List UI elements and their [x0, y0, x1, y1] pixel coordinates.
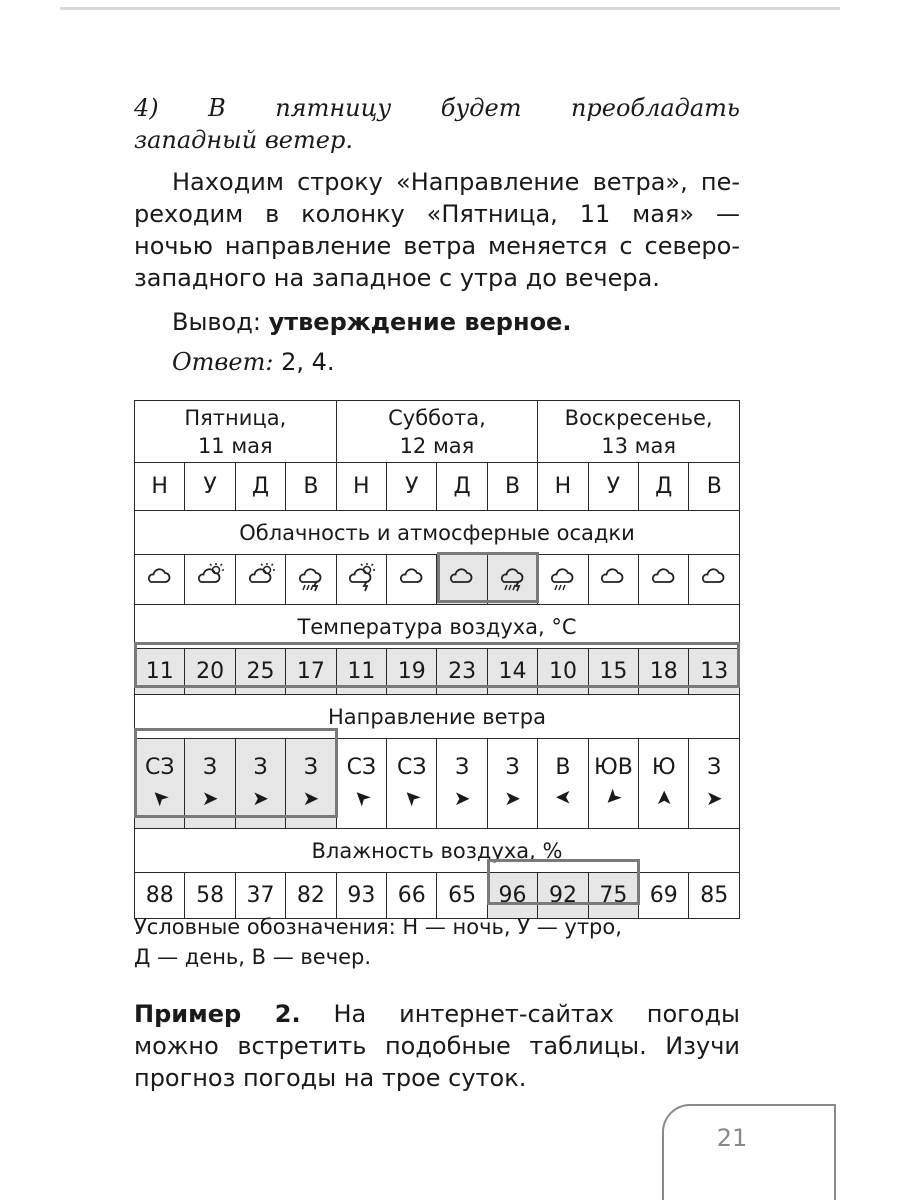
- temperature-cell: 13: [689, 649, 740, 695]
- day-part-cell: В: [286, 463, 336, 511]
- wind-direction-label: Ю: [651, 755, 676, 780]
- day-part-cell: Д: [235, 463, 285, 511]
- example-text: На интернет-сайтах погоды: [333, 1000, 740, 1028]
- wind-direction-label: З: [505, 755, 520, 780]
- wind-cell: [639, 739, 689, 829]
- point-4-line-1: 4) В пятницу будет преобладать: [134, 94, 740, 122]
- humidity-cell: 69: [639, 873, 689, 919]
- wind-direction-label: З: [253, 755, 268, 780]
- answer: [172, 348, 335, 376]
- cloud-cell: [235, 555, 285, 605]
- wind-cell: [185, 739, 235, 829]
- day-part-cell: Н: [336, 463, 386, 511]
- cloud-icon: [446, 561, 478, 593]
- day-header-friday: Пятница, 11 мая: [135, 401, 337, 463]
- temperature-cell: 15: [588, 649, 638, 695]
- cloud-sun-lightning-icon: [345, 561, 377, 593]
- wind-cell: [336, 739, 386, 829]
- cloud-cell: [639, 555, 689, 605]
- wind-direction-label: ЮВ: [593, 755, 633, 780]
- cloud-cell: [286, 555, 336, 605]
- humidity-cell: 75: [588, 873, 638, 919]
- wind-cell: [235, 739, 285, 829]
- wind-direction-label: З: [707, 755, 722, 780]
- wind-arrow-icon: ➤: [453, 786, 471, 810]
- day-part-cell: Н: [135, 463, 185, 511]
- legend-line-2: Д — день, В — вечер.: [134, 945, 372, 969]
- cloud-icon: [698, 561, 730, 593]
- cloud-icons-row: [135, 555, 740, 605]
- wind-cell: [286, 739, 336, 829]
- wind-direction-label: З: [455, 755, 470, 780]
- cloud-header: Облачность и атмосферные осадки: [135, 511, 740, 555]
- cloud-rain-icon: [547, 561, 579, 593]
- wind-arrow-icon: ➤: [554, 786, 572, 810]
- humidity-cell: 92: [538, 873, 588, 919]
- day-header-sunday: Воскресенье, 13 мая: [538, 401, 740, 463]
- cloud-rain-lightning-icon: [295, 561, 327, 593]
- humidity-cell: 88: [135, 873, 185, 919]
- wind-arrow-icon: ➤: [302, 786, 320, 810]
- conclusion-text: утверждение верное.: [268, 308, 572, 336]
- temperature-cell: 19: [387, 649, 437, 695]
- cloud-cell: [387, 555, 437, 605]
- humidity-cell: 66: [387, 873, 437, 919]
- point-4-line-2: западный ветер.: [134, 126, 353, 154]
- wind-cell: [437, 739, 487, 829]
- temperature-cell: 11: [336, 649, 386, 695]
- wind-arrow-icon: ➤: [145, 783, 175, 813]
- day-part-cell: Д: [639, 463, 689, 511]
- day-header-saturday: Суббота, 12 мая: [336, 401, 538, 463]
- humidity-header: Влажность воздуха, %: [135, 829, 740, 873]
- wind-arrow-icon: ➤: [705, 786, 723, 810]
- wind-direction-label: З: [203, 755, 218, 780]
- wind-arrow-icon: ➤: [598, 783, 628, 813]
- humidity-cell: 93: [336, 873, 386, 919]
- cloud-icon: [648, 561, 680, 593]
- example-line-1: [134, 998, 740, 1030]
- humidity-cell: 65: [437, 873, 487, 919]
- wind-cell: [387, 739, 437, 829]
- wind-cell: [135, 739, 185, 829]
- day-part-cell: У: [588, 463, 638, 511]
- temperature-header: Температура воздуха, °С: [135, 605, 740, 649]
- wind-direction-label: СЗ: [144, 755, 175, 780]
- wind-cell: [487, 739, 537, 829]
- humidity-cell: 96: [487, 873, 537, 919]
- cloud-icon: [597, 561, 629, 593]
- cloud-cell: [538, 555, 588, 605]
- cloud-cell: [487, 555, 537, 605]
- humidity-cell: 58: [185, 873, 235, 919]
- wind-direction-label: З: [303, 755, 318, 780]
- example-line-2: можно встретить подобные таблицы. Изучи: [134, 1032, 740, 1060]
- wind-cell: [538, 739, 588, 829]
- wind-cell: [588, 739, 638, 829]
- answer-value: 2, 4.: [281, 348, 335, 376]
- humidity-cell: 82: [286, 873, 336, 919]
- example-label: Пример 2.: [134, 1000, 301, 1028]
- temperature-cell: 11: [135, 649, 185, 695]
- temperature-cell: 23: [437, 649, 487, 695]
- day-part-cell: В: [487, 463, 537, 511]
- conclusion: [134, 306, 740, 338]
- cloud-sun-icon: [194, 561, 226, 593]
- cloud-rain-lightning-icon: [497, 561, 529, 593]
- cloud-icon: [144, 561, 176, 593]
- wind-arrow-icon: ➤: [397, 783, 427, 813]
- explanation-line-3: ночью направление ветра меняется с северо-: [134, 232, 740, 260]
- conclusion-label: Вывод:: [172, 308, 261, 336]
- temperature-cell: 20: [185, 649, 235, 695]
- wind-arrow-icon: ➤: [201, 786, 219, 810]
- wind-header: Направление ветра: [135, 695, 740, 739]
- day-part-cell: У: [185, 463, 235, 511]
- page-number: 21: [716, 1124, 748, 1152]
- cloud-sun-icon: [245, 561, 277, 593]
- temperature-cell: 18: [639, 649, 689, 695]
- temperature-cell: 10: [538, 649, 588, 695]
- wind-direction-label: СЗ: [397, 755, 427, 780]
- explanation-line-1: Находим строку «Направление ветра», пе-: [172, 168, 740, 196]
- weather-forecast-table: [134, 400, 740, 919]
- example-line-3: прогноз погоды на трое суток.: [134, 1064, 527, 1092]
- cloud-cell: [689, 555, 740, 605]
- explanation-line-4: западного на западное с утра до вечера.: [134, 264, 660, 292]
- cloud-cell: [135, 555, 185, 605]
- temperature-row: [135, 649, 740, 695]
- temperature-cell: 25: [235, 649, 285, 695]
- cloud-cell: [437, 555, 487, 605]
- day-part-cell: Н: [538, 463, 588, 511]
- answer-label: Ответ:: [172, 348, 274, 376]
- humidity-cell: 85: [689, 873, 740, 919]
- legend-line-1: Условные обозначения: Н — ночь, У — утро,: [134, 915, 622, 939]
- day-part-cell: В: [689, 463, 740, 511]
- explanation-line-2: реходим в колонку «Пятница, 11 мая» —: [134, 200, 740, 228]
- wind-arrow-icon: ➤: [651, 789, 676, 807]
- temperature-cell: 17: [286, 649, 336, 695]
- day-part-cell: У: [387, 463, 437, 511]
- humidity-cell: 37: [235, 873, 285, 919]
- wind-cell: [689, 739, 740, 829]
- day-parts-row: [135, 463, 740, 511]
- wind-direction-label: СЗ: [346, 755, 377, 780]
- wind-arrow-icon: ➤: [252, 786, 269, 810]
- page-number-tab: [662, 1104, 836, 1200]
- wind-arrow-icon: ➤: [504, 786, 521, 810]
- temperature-cell: 14: [487, 649, 537, 695]
- wind-direction-label: В: [555, 755, 571, 780]
- wind-arrow-icon: ➤: [346, 783, 376, 813]
- top-divider: [60, 0, 840, 10]
- cloud-cell: [185, 555, 235, 605]
- cloud-icon: [396, 561, 428, 593]
- day-part-cell: Д: [437, 463, 487, 511]
- cloud-cell: [336, 555, 386, 605]
- wind-row: [135, 739, 740, 829]
- cloud-cell: [588, 555, 638, 605]
